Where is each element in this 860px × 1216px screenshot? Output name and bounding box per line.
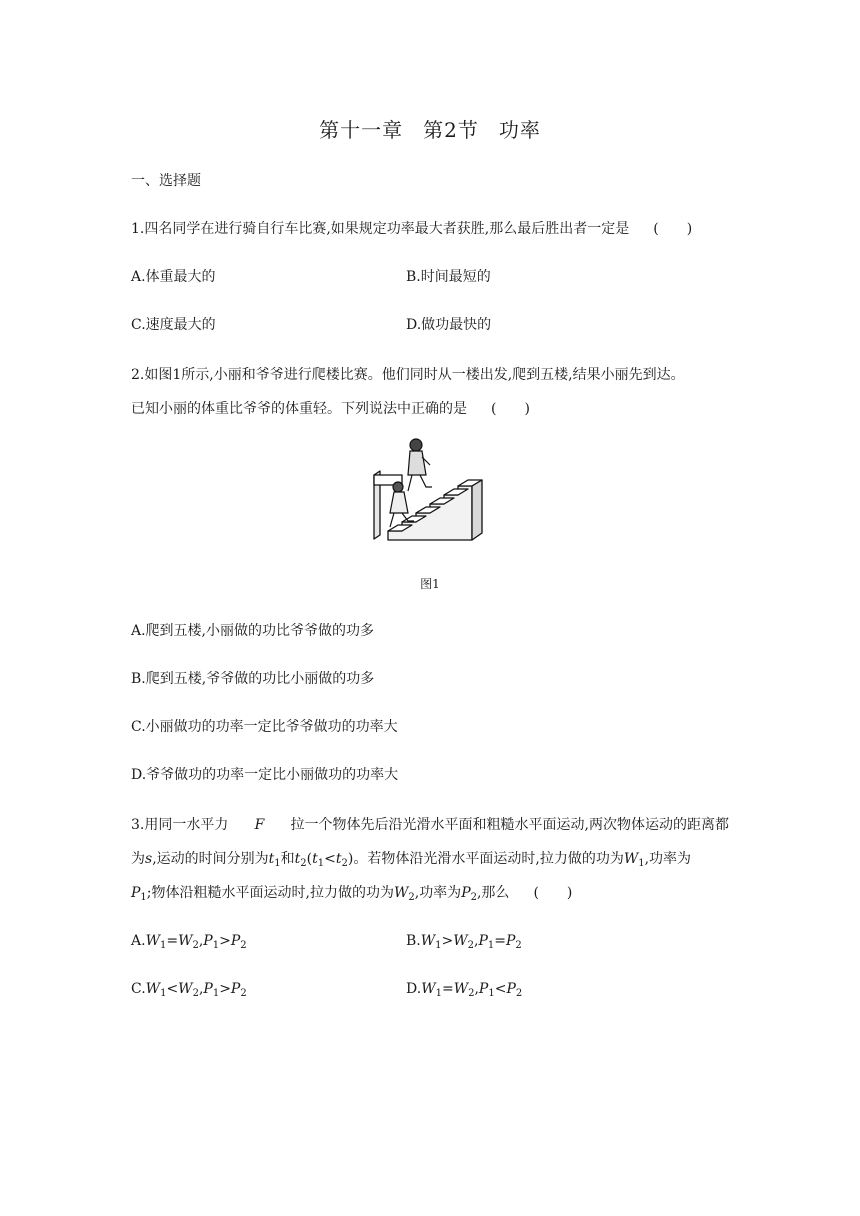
q2-stem-text: 已知小丽的体重比爷爷的体重轻。下列说法中正确的是 xyxy=(131,401,467,417)
q1-stem-text: 1.四名同学在进行骑自行车比赛,如果规定功率最大者获胜,那么最后胜出者一定是 xyxy=(131,221,630,237)
q3-answer-paren: ( ) xyxy=(533,885,573,901)
stair-climbing-figure xyxy=(368,435,488,550)
q1-stem xyxy=(131,218,692,240)
q3-stem-line3: $P_1$;物体沿粗糙水平面运动时,拉力做的功为$W_2$,功率为$P_2$,那么 ( ) xyxy=(131,885,573,903)
q3-option-a: $A.W_1=W_2,P_1>P_2$ xyxy=(131,933,247,951)
figure-caption: 图1 xyxy=(420,577,440,591)
page-title xyxy=(0,114,860,143)
q2-answer-paren: ( ) xyxy=(491,401,530,417)
q1-option-b: B.时间最短的 xyxy=(406,269,491,285)
q2-option-c: C.小丽做功的功率一定比爷爷做功的功率大 xyxy=(131,719,398,735)
q2-option-b: B.爬到五楼,爷爷做的功比小丽做的功多 xyxy=(131,671,375,687)
q3-stem-line1 xyxy=(131,814,729,836)
q1-option-c: C.速度最大的 xyxy=(131,317,216,333)
q3-distance-symbol: s xyxy=(145,851,153,867)
chapter-label: 第十一章 xyxy=(319,118,404,142)
q3-option-d: $D.W_1=W_2,P_1<P_2$ xyxy=(406,981,523,999)
q2-stem-line1: 2.如图1所示,小丽和爷爷进行爬楼比赛。他们同时从一楼出发,爬到五楼,结果小丽先到达。 xyxy=(131,367,685,383)
q3-force-symbol: F xyxy=(254,817,265,833)
q1-option-a: A.体重最大的 xyxy=(131,269,216,285)
q2-stem-line2 xyxy=(131,398,530,420)
q3-stem-line2: 为s,运动的时间分别为$t_1$和$t_2(t_1<t_2)$。若物体沿光滑水平面运动时,拉力做的功为$W_1$,功率为 xyxy=(131,851,692,869)
q2-option-d: D.爷爷做功的功率一定比小丽做功的功率大 xyxy=(131,767,399,783)
q3-option-c: $C.W_1<W_2,P_1>P_2$ xyxy=(131,981,247,999)
q1-option-d: D.做功最快的 xyxy=(406,317,492,333)
section-heading: 一、选择题 xyxy=(131,173,201,189)
q3-option-b: $B.W_1>W_2,P_1=P_2$ xyxy=(406,933,522,951)
q1-answer-paren: ( ) xyxy=(653,221,693,237)
section-label: 第2节 xyxy=(423,118,479,142)
q3-l1-part1: 3.用同一水平力 xyxy=(131,817,229,833)
topic-label: 功率 xyxy=(498,118,541,142)
q2-option-a: A.爬到五楼,小丽做的功比爷爷做的功多 xyxy=(131,623,375,639)
q3-l1-part2: 拉一个物体先后沿光滑水平面和粗糙水平面运动,两次物体运动的距离都 xyxy=(290,817,729,833)
